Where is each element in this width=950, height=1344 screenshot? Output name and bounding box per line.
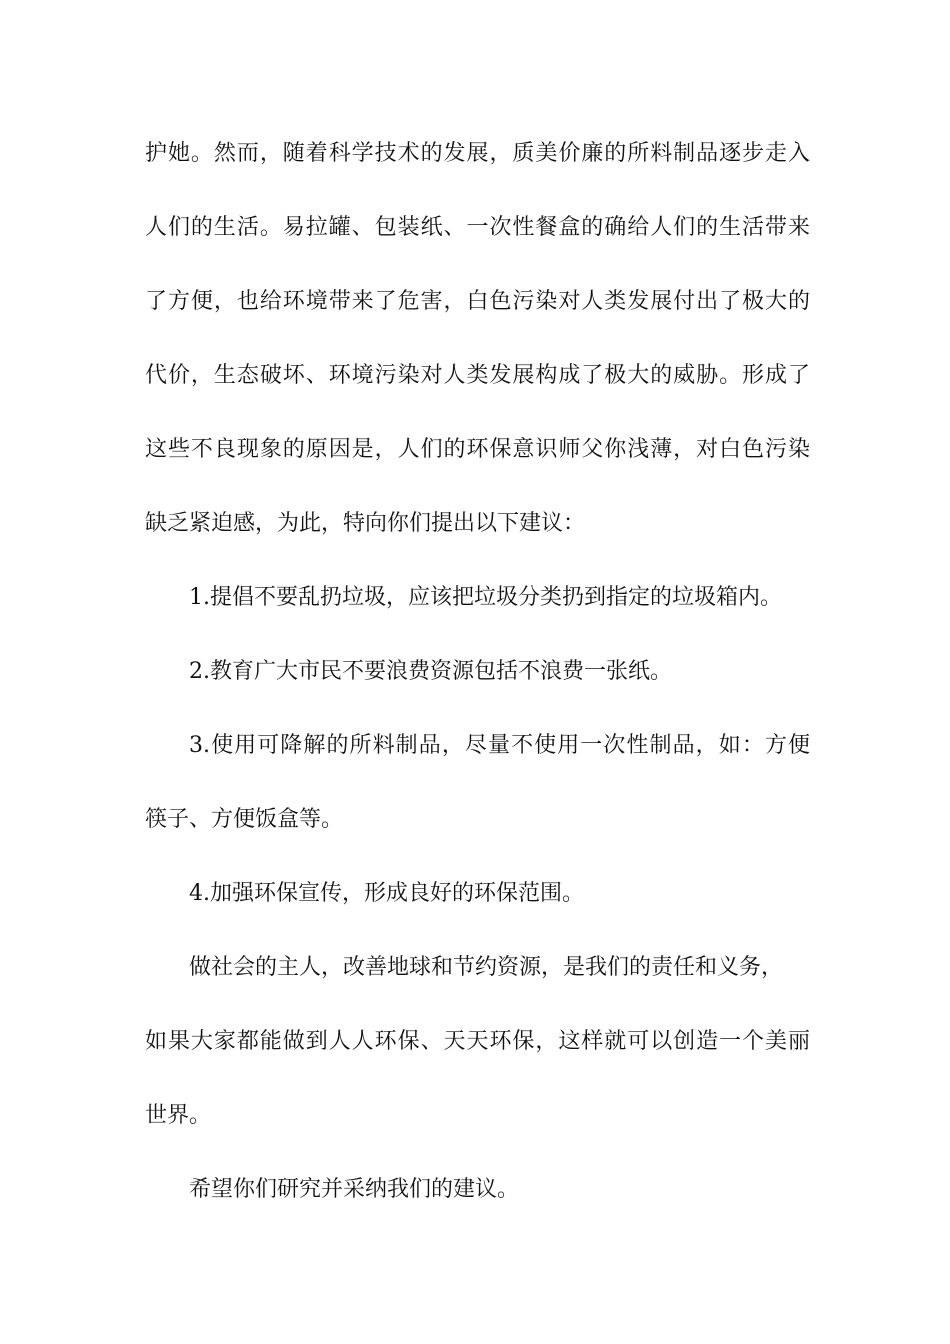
- suggestion-3-continued: 筷子、方便饭盒等。: [145, 807, 344, 832]
- text-line-5: 这些不良现象的原因是，人们的环保意识师父你浅薄，对白色污染: [145, 437, 810, 462]
- suggestion-4: 4.加强环保宣传，形成良好的环保范围。: [189, 881, 584, 906]
- text-line-4: 代价，生态破坏、环境污染对人类发展构成了极大的威胁。形成了: [145, 363, 810, 388]
- body-text: [145, 132, 810, 1242]
- final-request: 希望你们研究并采纳我们的建议。: [189, 1177, 520, 1202]
- closing-line-3: 世界。: [145, 1103, 212, 1128]
- suggestion-2: 2.教育广大市民不要浪费资源包括不浪费一张纸。: [189, 659, 672, 684]
- suggestion-1: 1.提倡不要乱扔垃圾，应该把垃圾分类扔到指定的垃圾箱内。: [189, 585, 782, 610]
- suggestion-3: 3.使用可降解的所料制品，尽量不使用一次性制品，如：方便: [189, 733, 810, 758]
- closing-line-1: 做社会的主人，改善地球和节约资源，是我们的责任和义务，: [189, 955, 784, 980]
- closing-line-2: 如果大家都能做到人人环保、天天环保，这样就可以创造一个美丽: [145, 1029, 810, 1054]
- text-line-1: 护她。然而，随着科学技术的发展，质美价廉的所料制品逐步走入: [145, 141, 810, 166]
- text-line-3: 了方便，也给环境带来了危害，白色污染对人类发展付出了极大的: [145, 289, 810, 314]
- text-line-6: 缺乏紧迫感，为此，特向你们提出以下建议：: [145, 511, 586, 536]
- text-line-2: 人们的生活。易拉罐、包装纸、一次性餐盒的确给人们的生活带来: [145, 215, 810, 240]
